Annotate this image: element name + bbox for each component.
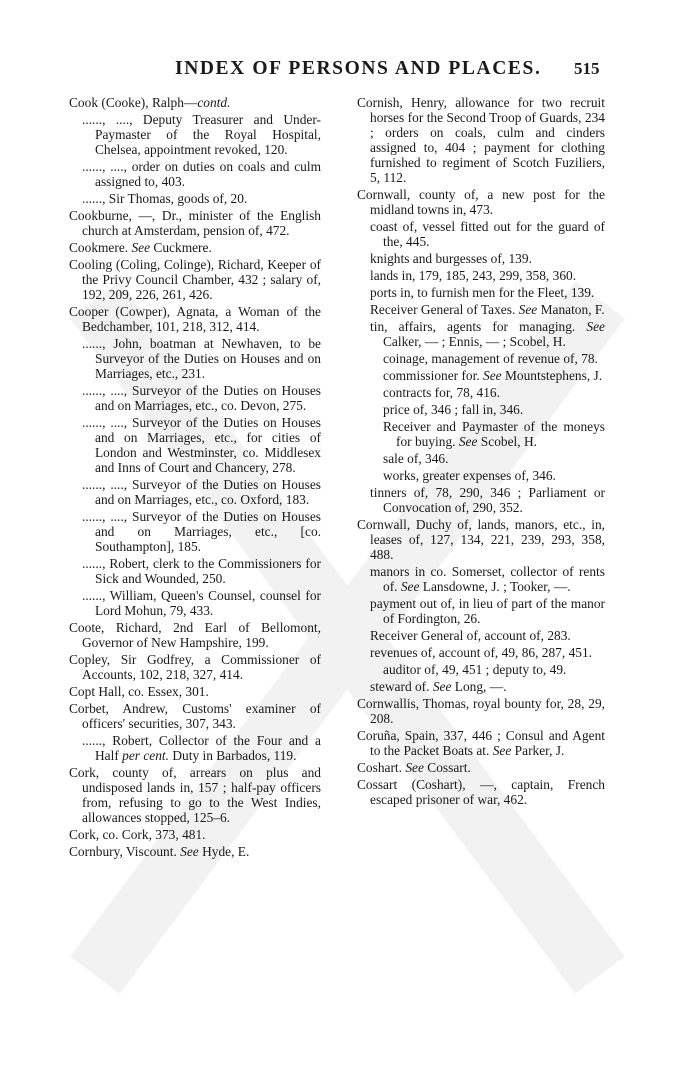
entry-text: steward of. bbox=[370, 679, 433, 694]
index-entry bbox=[69, 733, 321, 763]
entry-text: ......, Robert, Collector of the Four and a Half bbox=[82, 733, 321, 763]
italic-text: See bbox=[586, 319, 605, 334]
entry-text: Receiver General of, account of, 283. bbox=[370, 628, 571, 643]
index-entry bbox=[357, 696, 605, 726]
index-entry bbox=[69, 415, 321, 475]
entry-text: Cooling (Coling, Colinge), Richard, Keeper of the Privy Council Chamber, 432 ; salary of, 192, 209, 226, 261, 426. bbox=[69, 257, 321, 302]
index-entry bbox=[357, 95, 605, 185]
italic-text: See bbox=[180, 844, 199, 859]
index-entry bbox=[69, 588, 321, 618]
index-entry bbox=[69, 336, 321, 381]
entry-text: Coshart. bbox=[357, 760, 406, 775]
entry-text: auditor of, 49, 451 ; deputy to, 49. bbox=[383, 662, 567, 677]
index-entry bbox=[69, 620, 321, 650]
entry-text: Coruña, Spain, 337, 446 ; Consul and Agent to the Packet Boats at. bbox=[357, 728, 605, 758]
entry-text: works, greater expenses of, 346. bbox=[383, 468, 556, 483]
index-entry bbox=[357, 679, 605, 694]
index-entry bbox=[357, 419, 605, 449]
index-entry bbox=[69, 208, 321, 238]
entry-text: knights and burgesses of, 139. bbox=[370, 251, 532, 266]
index-entry bbox=[69, 159, 321, 189]
entry-text: Cuckmere. bbox=[150, 240, 212, 255]
index-entry bbox=[357, 268, 605, 283]
entry-text: Scobel, H. bbox=[477, 434, 537, 449]
page-number: 515 bbox=[574, 59, 600, 78]
entry-text: Cornwall, county of, a new post for the midland towns in, 473. bbox=[357, 187, 605, 217]
index-entry bbox=[357, 251, 605, 266]
entry-text: ......, John, boatman at Newhaven, to be Surveyor of the Duties on Houses and on Marriages, etc., 231. bbox=[82, 336, 321, 381]
entry-text: ......, ...., Surveyor of the Duties on Houses and on Marriages, etc., co. Devon, 275. bbox=[82, 383, 321, 413]
index-entry bbox=[69, 95, 321, 110]
index-entry bbox=[357, 517, 605, 562]
entry-text: Cornwallis, Thomas, royal bounty for, 28, 29, 208. bbox=[357, 696, 605, 726]
entry-text: Cooper (Cowper), Agnata, a Woman of the Bedchamber, 101, 218, 312, 414. bbox=[69, 304, 321, 334]
right-column bbox=[357, 95, 605, 809]
italic-text: See bbox=[405, 760, 424, 775]
index-entry bbox=[357, 468, 605, 483]
italic-text: See bbox=[432, 679, 452, 694]
index-entry bbox=[69, 477, 321, 507]
entry-text: Cook (Cooke), Ralph— bbox=[69, 95, 198, 110]
italic-text: See bbox=[518, 302, 538, 317]
italic-text: See bbox=[458, 434, 478, 449]
left-column bbox=[69, 95, 321, 861]
entry-text: ......, ...., Surveyor of the Duties on Houses and on Marriages, etc., co. Oxford, 183. bbox=[82, 477, 321, 507]
italic-text: See bbox=[492, 743, 512, 758]
running-title: INDEX OF PERSONS AND PLACES. bbox=[175, 58, 542, 79]
index-entry bbox=[357, 485, 605, 515]
entry-text: revenues of, account of, 49, 86, 287, 451. bbox=[370, 645, 593, 660]
entry-text: Coote, Richard, 2nd Earl of Bellomont, Governor of New Hampshire, 199. bbox=[69, 620, 321, 650]
index-entry bbox=[69, 240, 321, 255]
index-entry bbox=[69, 509, 321, 554]
entry-text: Copley, Sir Godfrey, a Commissioner of Accounts, 102, 218, 327, 414. bbox=[69, 652, 321, 682]
index-entry bbox=[357, 187, 605, 217]
index-entry bbox=[69, 191, 321, 206]
entry-text: ......, ...., Deputy Treasurer and Under-Paymaster of the Royal Hospital, Chelsea, appointment revoked, 120. bbox=[82, 112, 321, 157]
index-entry bbox=[69, 827, 321, 842]
index-entry bbox=[357, 402, 605, 417]
entry-text: ports in, to furnish men for the Fleet, 139. bbox=[370, 285, 595, 300]
entry-text: tinners of, 78, 290, 346 ; Parliament or Convocation of, 290, 352. bbox=[370, 485, 605, 515]
index-entry bbox=[357, 760, 605, 775]
page-header bbox=[0, 58, 674, 86]
entry-text: contracts for, 78, 416. bbox=[383, 385, 500, 400]
index-entry bbox=[357, 628, 605, 643]
index-entry bbox=[357, 662, 605, 677]
index-entry bbox=[69, 556, 321, 586]
entry-text: Cossart (Coshart), —, captain, French escaped prisoner of war, 462. bbox=[357, 777, 605, 807]
entry-text: Manaton, F. bbox=[537, 302, 605, 317]
index-entry bbox=[357, 351, 605, 366]
entry-text: Corbet, Andrew, Customs' examiner of officers' securities, 307, 343. bbox=[69, 701, 321, 731]
entry-text: coast of, vessel fitted out for the guard of the, 445. bbox=[370, 219, 605, 249]
index-entry bbox=[357, 645, 605, 660]
index-entry bbox=[357, 302, 605, 317]
index-entry bbox=[69, 383, 321, 413]
index-entry bbox=[357, 564, 605, 594]
entry-text: Cornbury, Viscount. bbox=[69, 844, 181, 859]
entry-text: lands in, 179, 185, 243, 299, 358, 360. bbox=[370, 268, 577, 283]
entry-text: ......, Sir Thomas, goods of, 20. bbox=[82, 191, 248, 206]
entry-text: Receiver General of Taxes. bbox=[370, 302, 519, 317]
entry-text: Cork, county of, arrears on plus and undisposed lands in, 157 ; half-pay officers from, refusing to go to the West Indies, allowances stopped, 125–6. bbox=[69, 765, 321, 825]
italic-text: per cent. bbox=[122, 748, 170, 763]
entry-text: Calker, — ; Ennis, — ; Scobel, H. bbox=[383, 334, 566, 349]
index-entry bbox=[69, 257, 321, 302]
entry-text: payment out of, in lieu of part of the manor of Fordington, 26. bbox=[370, 596, 605, 626]
entry-text: Cork, co. Cork, 373, 481. bbox=[69, 827, 206, 842]
entry-text: tin, affairs, agents for managing. bbox=[370, 319, 587, 334]
entry-text: Mountstephens, J. bbox=[501, 368, 603, 383]
italic-text: See bbox=[483, 368, 502, 383]
entry-text: Duty in Barbados, 119. bbox=[169, 748, 297, 763]
italic-text: See bbox=[131, 240, 151, 255]
index-entry bbox=[357, 285, 605, 300]
entry-text: Copt Hall, co. Essex, 301. bbox=[69, 684, 209, 699]
entry-text: ......, ...., order on duties on coals and culm assigned to, 403. bbox=[82, 159, 321, 189]
italic-text: contd. bbox=[197, 95, 231, 110]
entry-text: manors in co. Somerset, collector of rents of. bbox=[370, 564, 605, 594]
index-entry bbox=[69, 844, 321, 859]
index-entry bbox=[69, 765, 321, 825]
index-entry bbox=[69, 112, 321, 157]
entry-text: Lansdowne, J. ; Tooker, —. bbox=[419, 579, 571, 594]
entry-text: coinage, management of revenue of, 78. bbox=[383, 351, 598, 366]
entry-text: Hyde, E. bbox=[198, 844, 250, 859]
index-entry bbox=[69, 652, 321, 682]
entry-text: sale of, 346. bbox=[383, 451, 449, 466]
index-entry bbox=[357, 728, 605, 758]
index-entry bbox=[69, 701, 321, 731]
entry-text: Cornish, Henry, allowance for two recruit horses for the Second Troop of Guards, 234 ; orders on coals, culm and cinders assigned to, 404 ; payment for clothing furnished to regiment of Scotch Fuziliers, 5, 112. bbox=[357, 95, 605, 185]
index-entry bbox=[357, 219, 605, 249]
entry-text: ......, Robert, clerk to the Commissioners for Sick and Wounded, 250. bbox=[82, 556, 321, 586]
index-entry bbox=[357, 385, 605, 400]
index-entry bbox=[357, 777, 605, 807]
index-entry bbox=[69, 304, 321, 334]
entry-text: Long, —. bbox=[451, 679, 507, 694]
index-entry bbox=[357, 319, 605, 349]
index-entry bbox=[69, 684, 321, 699]
entry-text: ......, ...., Surveyor of the Duties on Houses and on Marriages, etc., for cities of London and Westminster, co. Middlesex and Inns of Court and Chancery, 278. bbox=[82, 415, 321, 475]
entry-text: Parker, J. bbox=[511, 743, 565, 758]
index-entry bbox=[357, 368, 605, 383]
index-entry bbox=[357, 451, 605, 466]
entry-text: ......, ...., Surveyor of the Duties on Houses and on Marriages, etc., [co. Southampton], 185. bbox=[82, 509, 321, 554]
entry-text: Cookburne, —, Dr., minister of the English church at Amsterdam, pension of, 472. bbox=[69, 208, 321, 238]
entry-text: Cookmere. bbox=[69, 240, 132, 255]
entry-text: Receiver and Paymaster of the moneys for buying. bbox=[383, 419, 605, 449]
entry-text: ......, William, Queen's Counsel, counsel for Lord Mohun, 79, 433. bbox=[82, 588, 321, 618]
entry-text: commissioner for. bbox=[383, 368, 484, 383]
entry-text: Cornwall, Duchy of, lands, manors, etc., in, leases of, 127, 134, 221, 239, 293, 358, 488. bbox=[357, 517, 605, 562]
italic-text: See bbox=[400, 579, 420, 594]
entry-text: Cossart. bbox=[423, 760, 471, 775]
entry-text: price of, 346 ; fall in, 346. bbox=[383, 402, 524, 417]
index-entry bbox=[357, 596, 605, 626]
